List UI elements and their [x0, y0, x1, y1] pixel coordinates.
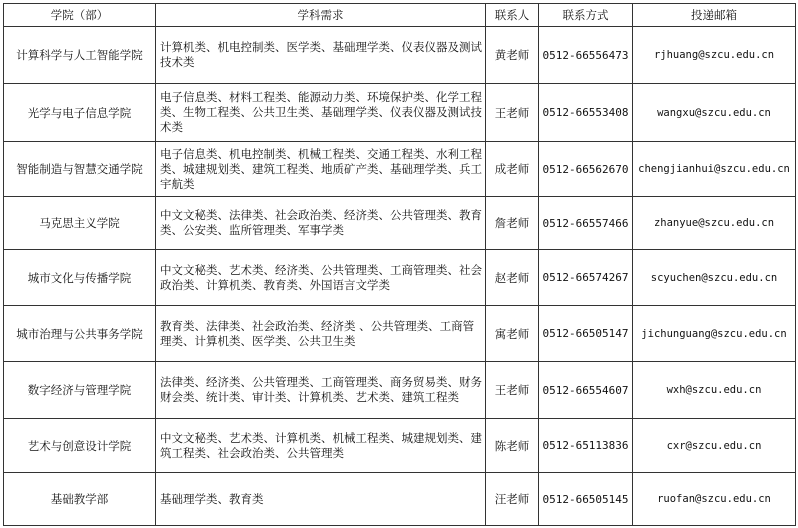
college-cell: 基础教学部: [4, 473, 156, 526]
email-link[interactable]: zhanyue@szcu.edu.cn: [633, 197, 796, 250]
phone-cell: 0512-66556473: [539, 27, 633, 84]
email-link[interactable]: ruofan@szcu.edu.cn: [633, 473, 796, 526]
phone-cell: 0512-65113836: [539, 419, 633, 473]
phone-cell: 0512-66574267: [539, 250, 633, 306]
college-cell: 城市文化与传播学院: [4, 250, 156, 306]
table-row: [4, 197, 796, 250]
recruitment-table: [3, 3, 796, 526]
header-contact: 联系人: [486, 4, 539, 27]
need-cell: 电子信息类、材料工程类、能源动力类、环境保护类、化学工程类、生物工程类、公共卫生类、基础理学类、仪表仪器及测试技术类: [156, 84, 486, 142]
need-cell: 基础理学类、教育类: [156, 473, 486, 526]
contact-cell: 王老师: [486, 362, 539, 419]
table-row: [4, 362, 796, 419]
need-cell: 中文文秘类、法律类、社会政治类、经济类、公共管理类、教育类、公安类、监所管理类、军事学类: [156, 197, 486, 250]
table-header-row: [4, 4, 796, 27]
contact-cell: 汪老师: [486, 473, 539, 526]
table-row: [4, 306, 796, 362]
contact-cell: 赵老师: [486, 250, 539, 306]
contact-cell: 成老师: [486, 142, 539, 197]
email-link[interactable]: wangxu@szcu.edu.cn: [633, 84, 796, 142]
table-row: [4, 142, 796, 197]
email-link[interactable]: chengjianhui@szcu.edu.cn: [633, 142, 796, 197]
need-cell: 电子信息类、机电控制类、机械工程类、交通工程类、水利工程类、城建规划类、建筑工程类、地质矿产类、基础理学类、兵工宇航类: [156, 142, 486, 197]
college-cell: 马克思主义学院: [4, 197, 156, 250]
email-link[interactable]: scyuchen@szcu.edu.cn: [633, 250, 796, 306]
contact-cell: 詹老师: [486, 197, 539, 250]
college-cell: 数字经济与管理学院: [4, 362, 156, 419]
need-cell: 中文文秘类、艺术类、经济类、公共管理类、工商管理类、社会政治类、计算机类、教育类、外国语言文学类: [156, 250, 486, 306]
phone-cell: 0512-66505147: [539, 306, 633, 362]
college-cell: 光学与电子信息学院: [4, 84, 156, 142]
header-phone: 联系方式: [539, 4, 633, 27]
email-link[interactable]: rjhuang@szcu.edu.cn: [633, 27, 796, 84]
email-link[interactable]: jichunguang@szcu.edu.cn: [633, 306, 796, 362]
college-cell: 智能制造与智慧交通学院: [4, 142, 156, 197]
college-cell: 城市治理与公共事务学院: [4, 306, 156, 362]
table-row: [4, 473, 796, 526]
table-row: [4, 419, 796, 473]
table-row: [4, 84, 796, 142]
header-email: 投递邮箱: [633, 4, 796, 27]
email-link[interactable]: wxh@szcu.edu.cn: [633, 362, 796, 419]
phone-cell: 0512-66505145: [539, 473, 633, 526]
phone-cell: 0512-66562670: [539, 142, 633, 197]
need-cell: 中文文秘类、艺术类、计算机类、机械工程类、城建规划类、建筑工程类、社会政治类、公共管理类: [156, 419, 486, 473]
email-link[interactable]: cxr@szcu.edu.cn: [633, 419, 796, 473]
contact-cell: 寓老师: [486, 306, 539, 362]
phone-cell: 0512-66557466: [539, 197, 633, 250]
table-row: [4, 250, 796, 306]
college-cell: 艺术与创意设计学院: [4, 419, 156, 473]
college-cell: 计算科学与人工智能学院: [4, 27, 156, 84]
header-need: 学科需求: [156, 4, 486, 27]
phone-cell: 0512-66554607: [539, 362, 633, 419]
phone-cell: 0512-66553408: [539, 84, 633, 142]
contact-cell: 黄老师: [486, 27, 539, 84]
table-row: [4, 27, 796, 84]
header-college: 学院（部）: [4, 4, 156, 27]
contact-cell: 王老师: [486, 84, 539, 142]
need-cell: 计算机类、机电控制类、医学类、基础理学类、仪表仪器及测试技术类: [156, 27, 486, 84]
need-cell: 法律类、经济类、公共管理类、工商管理类、商务贸易类、财务财会类、统计类、审计类、计算机类、艺术类、建筑工程类: [156, 362, 486, 419]
need-cell: 教育类、法律类、社会政治类、经济类 、公共管理类、工商管理类、计算机类、医学类、公共卫生类: [156, 306, 486, 362]
contact-cell: 陈老师: [486, 419, 539, 473]
